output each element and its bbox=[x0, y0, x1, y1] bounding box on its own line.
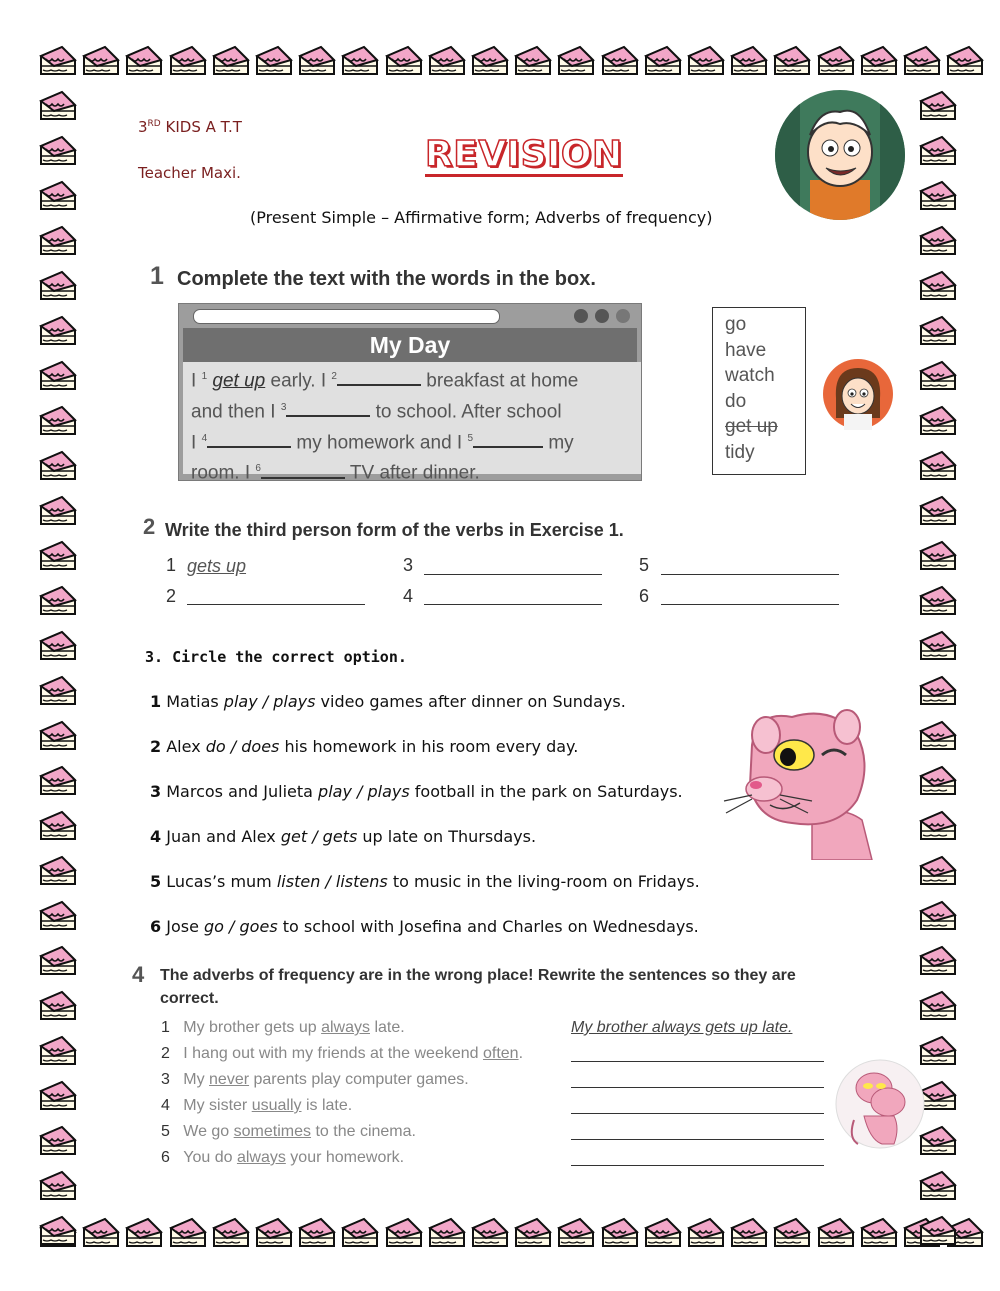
ex3-item: 5 Lucas’s mum listen / listens to music in the living-room on Fridays. bbox=[150, 872, 700, 891]
cake-border-icon bbox=[340, 1214, 380, 1254]
cake-border-icon bbox=[918, 717, 958, 757]
ex2-item-4: 4 bbox=[403, 586, 414, 606]
cake-border-icon bbox=[38, 537, 78, 577]
cake-border-icon bbox=[945, 42, 985, 82]
my-day-text: I $^1$ get up early. I $^2$ breakfast at home and then I $^3$ to school. After school I $^4$ my homework and I $^5$ my room. I $^6$ TV after dinner. bbox=[183, 362, 641, 474]
cartoon-girl-image bbox=[822, 358, 894, 430]
ex3-options[interactable]: go / goes bbox=[204, 917, 278, 936]
cake-border-icon bbox=[772, 1214, 812, 1254]
cake-border-icon bbox=[918, 672, 958, 712]
cake-border-icon bbox=[38, 807, 78, 847]
cake-border-icon bbox=[38, 492, 78, 532]
ex2-item-1: 1 bbox=[166, 555, 177, 575]
cake-border-icon bbox=[38, 1212, 78, 1252]
cake-border-icon bbox=[124, 42, 164, 82]
my-day-window bbox=[178, 303, 642, 484]
cake-border-icon bbox=[38, 222, 78, 262]
example-answer: get up bbox=[212, 370, 266, 392]
ex3-options[interactable]: get / gets bbox=[280, 827, 358, 846]
ex2-answer-1: gets up bbox=[187, 556, 247, 576]
cake-border-icon bbox=[918, 1167, 958, 1207]
page-subtitle: (Present Simple – Affirmative form; Adverbs of frequency) bbox=[250, 208, 713, 227]
ex3-item: 6 Jose go / goes to school with Josefina and Charles on Wednesdays. bbox=[150, 917, 699, 936]
ex2-answer-line-4[interactable] bbox=[424, 604, 602, 605]
ex1-instruction: Complete the text with the words in the box. bbox=[177, 268, 596, 290]
ex4-example-answer: My brother always gets up late. bbox=[571, 1019, 793, 1036]
teacher-label: Teacher Maxi. bbox=[138, 164, 241, 182]
cake-border-icon bbox=[686, 42, 726, 82]
ex4-answer-line-4[interactable] bbox=[571, 1113, 824, 1114]
ex4-answer-line-5[interactable] bbox=[571, 1139, 824, 1140]
cake-border-icon bbox=[918, 492, 958, 532]
ex2-instruction: Write the third person form of the verbs in Exercise 1. bbox=[165, 520, 624, 540]
cake-border-icon bbox=[918, 762, 958, 802]
word-box-item: have bbox=[725, 339, 767, 361]
cake-border-icon bbox=[918, 222, 958, 262]
ex4-item: 3 My never parents play computer games. bbox=[161, 1071, 469, 1088]
cake-border-icon bbox=[600, 1214, 640, 1254]
ex4-item: 2 I hang out with my friends at the weekend often. bbox=[161, 1045, 524, 1062]
ex4-answer-line-3[interactable] bbox=[571, 1087, 824, 1088]
cake-border-icon bbox=[81, 42, 121, 82]
cake-border-icon bbox=[918, 987, 958, 1027]
cake-border-icon bbox=[600, 42, 640, 82]
pink-panther-image bbox=[722, 705, 882, 860]
word-box-item: get up bbox=[725, 416, 778, 437]
ex4-answer-line-2[interactable] bbox=[571, 1061, 824, 1062]
cake-border-icon bbox=[643, 42, 683, 82]
cake-border-icon bbox=[945, 1214, 985, 1254]
ex4-instruction-1: The adverbs of frequency are in the wrong place! Rewrite the sentences so they are bbox=[160, 967, 796, 984]
cake-border-icon bbox=[168, 1214, 208, 1254]
cake-border-icon bbox=[254, 42, 294, 82]
blank-2[interactable] bbox=[337, 369, 421, 386]
cake-border-icon bbox=[38, 672, 78, 712]
ex3-options[interactable]: listen / listens bbox=[276, 872, 388, 891]
ex4-item: 4 My sister usually is late. bbox=[161, 1097, 353, 1114]
cake-border-icon bbox=[340, 42, 380, 82]
cake-border-icon bbox=[918, 852, 958, 892]
cake-border-icon bbox=[38, 852, 78, 892]
window-dot bbox=[616, 309, 630, 323]
cake-border-icon bbox=[38, 1167, 78, 1207]
cake-border-icon bbox=[38, 402, 78, 442]
cake-border-icon bbox=[38, 312, 78, 352]
cake-border-icon bbox=[297, 42, 337, 82]
ex2-answer-line-5[interactable] bbox=[661, 574, 839, 575]
cake-border-icon bbox=[643, 1214, 683, 1254]
ex2-answer-line-3[interactable] bbox=[424, 574, 602, 575]
cake-border-icon bbox=[38, 762, 78, 802]
cake-border-icon bbox=[38, 717, 78, 757]
ex3-options[interactable]: play / plays bbox=[318, 782, 410, 801]
cake-border-icon bbox=[686, 1214, 726, 1254]
ex3-item: 4 Juan and Alex get / gets up late on Thursdays. bbox=[150, 827, 537, 846]
ex3-options[interactable]: do / does bbox=[205, 737, 280, 756]
cake-border-icon bbox=[38, 267, 78, 307]
cake-border-icon bbox=[38, 132, 78, 172]
cake-border-icon bbox=[38, 1032, 78, 1072]
ex4-item: 5 We go sometimes to the cinema. bbox=[161, 1123, 416, 1140]
cake-border-icon bbox=[38, 627, 78, 667]
cartoon-boy-image bbox=[760, 90, 920, 220]
window-dot bbox=[595, 309, 609, 323]
cake-border-icon bbox=[384, 42, 424, 82]
cake-border-icon bbox=[38, 582, 78, 622]
cake-border-icon bbox=[38, 357, 78, 397]
ex2-answer-line-2[interactable] bbox=[187, 604, 365, 605]
cake-border-icon bbox=[81, 1214, 121, 1254]
ex4-item: 6 You do always your homework. bbox=[161, 1149, 405, 1166]
cake-border-icon bbox=[918, 1212, 958, 1252]
ex4-answer-line-6[interactable] bbox=[571, 1165, 824, 1166]
ex4-instruction-2: correct. bbox=[160, 990, 219, 1007]
cake-border-icon bbox=[297, 1214, 337, 1254]
blank-4[interactable] bbox=[207, 431, 291, 448]
cake-border-icon bbox=[918, 357, 958, 397]
ex2-item-5: 5 bbox=[639, 555, 650, 575]
ex3-item: 3 Marcos and Julieta play / plays football in the park on Saturdays. bbox=[150, 782, 683, 801]
cake-border-icon bbox=[918, 897, 958, 937]
cake-border-icon bbox=[384, 1214, 424, 1254]
ex3-heading: 3. Circle the correct option. bbox=[145, 648, 407, 666]
cake-border-icon bbox=[513, 42, 553, 82]
pink-panther-small-image bbox=[834, 1058, 926, 1150]
cake-border-icon bbox=[38, 87, 78, 127]
ex2-item-3: 3 bbox=[403, 555, 414, 575]
cake-border-icon bbox=[918, 267, 958, 307]
cake-border-icon bbox=[859, 42, 899, 82]
cake-border-icon bbox=[918, 582, 958, 622]
cake-border-icon bbox=[918, 537, 958, 577]
cake-border-icon bbox=[772, 42, 812, 82]
cake-border-icon bbox=[470, 42, 510, 82]
cake-border-icon bbox=[38, 1214, 78, 1254]
cake-border-icon bbox=[427, 1214, 467, 1254]
word-box-item: watch bbox=[725, 365, 775, 386]
window-dot bbox=[574, 309, 588, 323]
cake-border-icon bbox=[918, 447, 958, 487]
cake-border-icon bbox=[918, 807, 958, 847]
cake-border-icon bbox=[556, 42, 596, 82]
class-label: 3RD KIDS A T.T bbox=[138, 118, 242, 136]
cake-border-icon bbox=[902, 1214, 942, 1254]
cake-border-icon bbox=[38, 177, 78, 217]
cake-border-icon bbox=[918, 627, 958, 667]
cake-border-icon bbox=[918, 87, 958, 127]
cake-border-icon bbox=[918, 402, 958, 442]
cake-border-icon bbox=[816, 42, 856, 82]
cake-border-icon bbox=[38, 1077, 78, 1117]
cake-border-icon bbox=[254, 1214, 294, 1254]
cake-border-icon bbox=[918, 132, 958, 172]
cake-border-icon bbox=[902, 42, 942, 82]
blank-5[interactable] bbox=[473, 431, 543, 448]
cake-border-icon bbox=[470, 1214, 510, 1254]
blank-6[interactable] bbox=[261, 462, 345, 479]
cake-border-icon bbox=[729, 42, 769, 82]
window-address-bar bbox=[193, 309, 500, 324]
window-title: My Day bbox=[183, 328, 637, 362]
cake-border-icon bbox=[124, 1214, 164, 1254]
ex2-item-2: 2 bbox=[166, 586, 177, 606]
word-box-item: do bbox=[725, 390, 747, 412]
cake-border-icon bbox=[168, 42, 208, 82]
page-title: REVISION bbox=[425, 134, 623, 175]
cake-border-icon bbox=[918, 942, 958, 982]
cake-border-icon bbox=[918, 312, 958, 352]
ex3-item: 1 Matias play / plays video games after dinner on Sundays. bbox=[150, 692, 626, 711]
word-box-item: tidy bbox=[725, 441, 755, 463]
ex4-number: 4 bbox=[132, 962, 145, 987]
ex1-number: 1 bbox=[150, 262, 164, 290]
cake-border-icon bbox=[211, 42, 251, 82]
cake-border-icon bbox=[427, 42, 467, 82]
cake-border-icon bbox=[38, 897, 78, 937]
cake-border-icon bbox=[38, 942, 78, 982]
cake-border-icon bbox=[729, 1214, 769, 1254]
ex2-item-6: 6 bbox=[639, 586, 650, 606]
cake-border-icon bbox=[38, 987, 78, 1027]
cake-border-icon bbox=[918, 177, 958, 217]
ex3-options[interactable]: play / plays bbox=[223, 692, 316, 711]
cake-border-icon bbox=[38, 1122, 78, 1162]
ex4-item: 1 My brother gets up always late. bbox=[161, 1019, 405, 1036]
cake-border-icon bbox=[513, 1214, 553, 1254]
ex3-item: 2 Alex do / does his homework in his room every day. bbox=[150, 737, 579, 756]
cake-border-icon bbox=[859, 1214, 899, 1254]
cake-border-icon bbox=[211, 1214, 251, 1254]
cake-border-icon bbox=[38, 42, 78, 82]
cake-border-icon bbox=[556, 1214, 596, 1254]
word-box bbox=[712, 307, 806, 475]
ex2-number: 2 bbox=[143, 514, 156, 539]
ex2-answer-line-6[interactable] bbox=[661, 604, 839, 605]
word-box-item: go bbox=[725, 314, 747, 335]
cake-border-icon bbox=[816, 1214, 856, 1254]
blank-3[interactable] bbox=[286, 400, 370, 417]
cake-border-icon bbox=[38, 447, 78, 487]
